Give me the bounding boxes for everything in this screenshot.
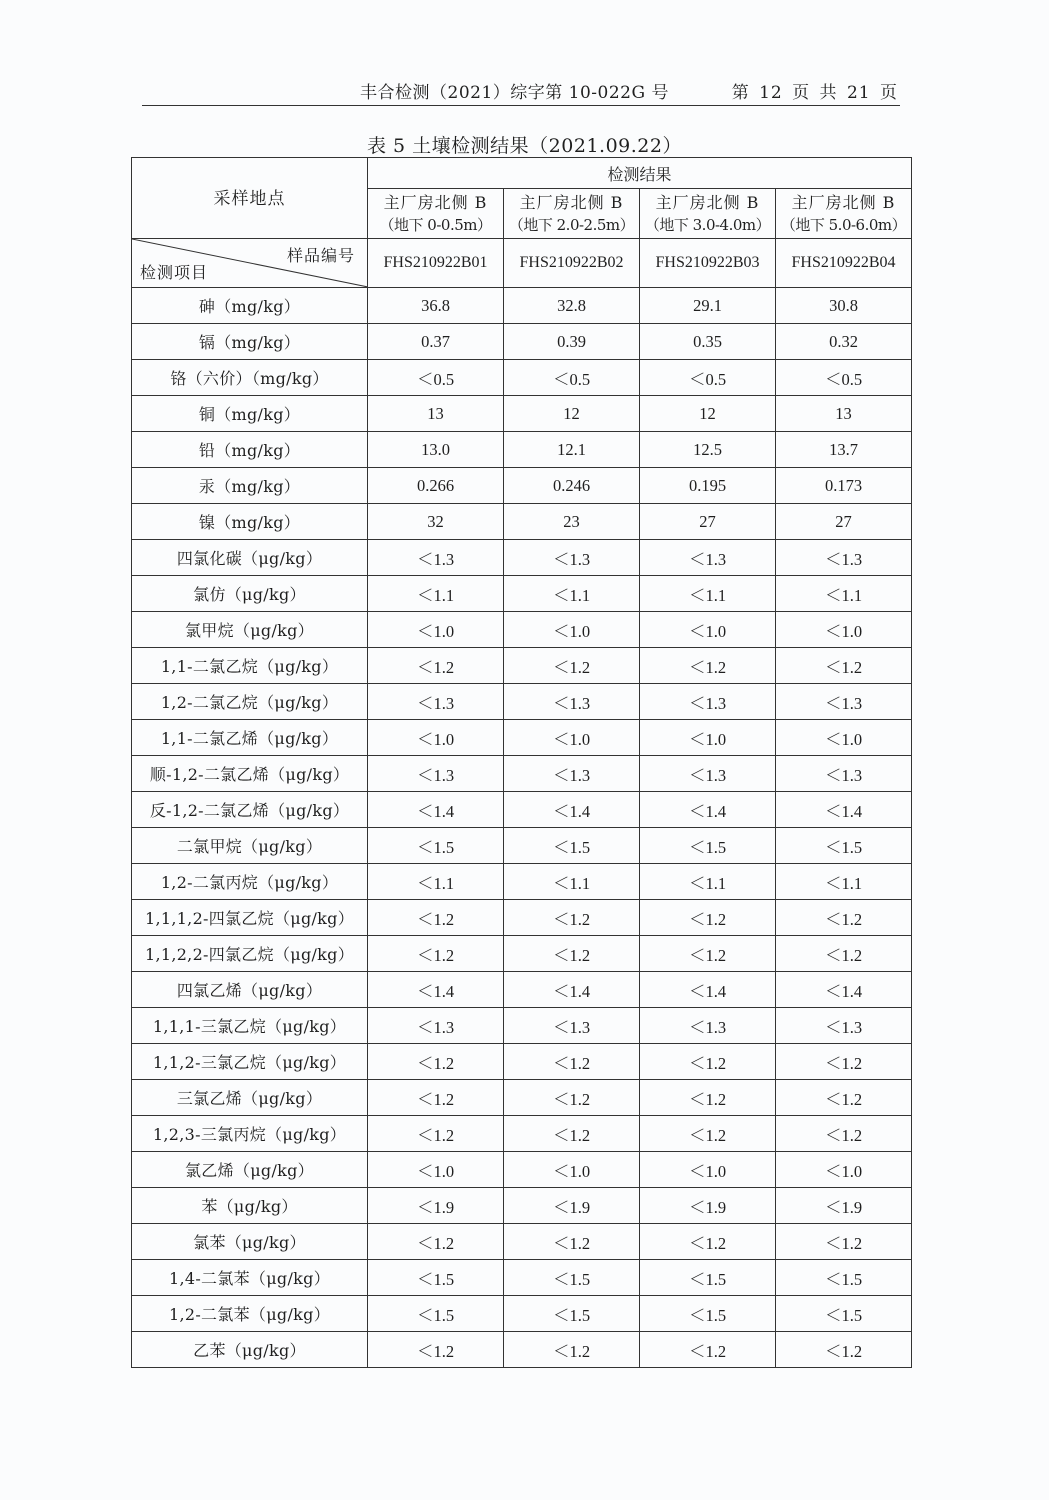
result-value: ＜1.0 [504,720,640,756]
site-label-cell [132,158,368,239]
location-name: 主厂房北侧 B [655,192,760,212]
table-row [132,576,912,612]
table-row [132,360,912,396]
result-value: ＜1.4 [640,972,776,1008]
result-value: 30.8 [776,288,912,324]
table-row [132,1116,912,1152]
result-value: ＜1.0 [368,612,504,648]
page-number: 第 12 页 共 21 页 [731,83,898,103]
result-value: ＜1.2 [368,1080,504,1116]
result-value: ＜1.3 [640,540,776,576]
result-value: ＜1.3 [368,684,504,720]
result-value: ＜1.3 [368,756,504,792]
result-value: ＜1.2 [368,1224,504,1260]
result-value: ＜1.5 [640,1260,776,1296]
result-value: 0.266 [368,468,504,504]
result-value: ＜1.9 [504,1188,640,1224]
result-value: ＜1.2 [640,936,776,972]
result-value: ＜0.5 [776,360,912,396]
test-item-name: 1,2,3-三氯丙烷（μg/kg） [132,1116,368,1152]
result-value: ＜1.2 [504,936,640,972]
test-item-name: 氯仿（μg/kg） [132,576,368,612]
result-value: ＜1.0 [640,720,776,756]
test-item-name: 顺-1,2-二氯乙烯（μg/kg） [132,756,368,792]
test-item-name: 四氯化碳（μg/kg） [132,540,368,576]
result-value: ＜1.2 [368,1332,504,1368]
result-value: ＜1.2 [776,1116,912,1152]
location-header [504,189,640,239]
test-item-name: 砷（mg/kg） [132,288,368,324]
result-value: ＜1.2 [776,1044,912,1080]
result-value: ＜1.5 [504,828,640,864]
result-value: ＜0.5 [368,360,504,396]
result-value: ＜1.3 [776,1008,912,1044]
result-value: ＜1.5 [504,1296,640,1332]
result-value: ＜1.2 [504,648,640,684]
page-header [142,78,900,106]
test-item-name: 三氯乙烯（μg/kg） [132,1080,368,1116]
result-value: ＜1.3 [368,540,504,576]
result-value: ＜1.5 [368,828,504,864]
result-value: ＜1.4 [504,792,640,828]
test-item-name: 乙苯（μg/kg） [132,1332,368,1368]
result-value: ＜1.3 [776,684,912,720]
result-value: ＜1.0 [504,612,640,648]
result-value: ＜1.5 [640,1296,776,1332]
result-value: 0.37 [368,324,504,360]
result-value: ＜1.4 [776,972,912,1008]
sample-id: FHS210922B03 [640,239,776,288]
result-value: ＜1.0 [640,1152,776,1188]
result-value: ＜1.3 [776,540,912,576]
result-value: ＜1.2 [640,1080,776,1116]
sample-id: FHS210922B04 [776,239,912,288]
result-value: 0.35 [640,324,776,360]
result-value: ＜1.3 [504,684,640,720]
result-value: ＜1.0 [776,612,912,648]
result-value: 0.195 [640,468,776,504]
result-value: 27 [776,504,912,540]
result-value: ＜1.5 [776,828,912,864]
result-value: 12 [504,396,640,432]
location-name: 主厂房北侧 B [791,192,896,212]
result-value: ＜1.2 [640,1044,776,1080]
result-value: ＜1.0 [776,1152,912,1188]
table-row [132,1260,912,1296]
result-value: ＜1.2 [504,900,640,936]
test-item-name: 镍（mg/kg） [132,504,368,540]
table-row [132,1332,912,1368]
result-value: ＜1.3 [504,756,640,792]
test-item-name: 四氯乙烯（μg/kg） [132,972,368,1008]
test-item-name: 二氯甲烷（μg/kg） [132,828,368,864]
table-row [132,900,912,936]
test-item-name: 1,2-二氯苯（μg/kg） [132,1296,368,1332]
result-value: 13 [776,396,912,432]
result-value: ＜1.3 [368,1008,504,1044]
table-row [132,612,912,648]
item-label: 检测项目 [140,263,209,282]
result-value: ＜1.2 [776,1332,912,1368]
test-item-name: 1,1,2-三氯乙烷（μg/kg） [132,1044,368,1080]
result-value: ＜1.4 [504,972,640,1008]
test-item-name: 铬（六价）（mg/kg） [132,360,368,396]
site-label: 采样地点 [213,188,286,209]
result-value: ＜1.9 [640,1188,776,1224]
result-value: ＜1.1 [776,576,912,612]
location-header [640,189,776,239]
test-item-name: 氯乙烯（μg/kg） [132,1152,368,1188]
result-value: ＜1.3 [640,684,776,720]
sample-no-label: 样品编号 [286,246,355,265]
location-header [776,189,912,239]
soil-results-table [131,157,912,1368]
location-name: 主厂房北侧 B [383,192,488,212]
sample-id: FHS210922B01 [368,239,504,288]
result-value: ＜1.1 [368,864,504,900]
test-item-name: 1,2-二氯乙烷（μg/kg） [132,684,368,720]
result-value: ＜1.3 [640,1008,776,1044]
result-value: ＜1.4 [776,792,912,828]
test-item-name: 1,4-二氯苯（μg/kg） [132,1260,368,1296]
table-row [132,288,912,324]
report-number: 丰合检测（2021）综字第 10-022G 号 [360,83,669,103]
table-row [132,1152,912,1188]
result-value: ＜1.2 [640,1224,776,1260]
result-value: ＜1.2 [776,936,912,972]
location-header [368,189,504,239]
test-item-name: 1,1,1,2-四氯乙烷（μg/kg） [132,900,368,936]
test-item-name: 氯甲烷（μg/kg） [132,612,368,648]
result-value: ＜1.3 [776,756,912,792]
result-value: ＜1.5 [368,1296,504,1332]
test-item-name: 氯苯（μg/kg） [132,1224,368,1260]
test-item-name: 苯（μg/kg） [132,1188,368,1224]
result-value: ＜1.4 [640,792,776,828]
result-value: ＜1.5 [776,1260,912,1296]
result-value: 32.8 [504,288,640,324]
result-value: ＜1.2 [640,1332,776,1368]
table-row [132,684,912,720]
result-group-header: 检测结果 [368,158,912,189]
table-row [132,648,912,684]
result-value: ＜1.2 [504,1224,640,1260]
test-item-name: 镉（mg/kg） [132,324,368,360]
result-value: ＜1.2 [504,1080,640,1116]
result-value: 32 [368,504,504,540]
result-value: 12.1 [504,432,640,468]
result-value: ＜1.5 [504,1260,640,1296]
result-value: ＜1.2 [776,1224,912,1260]
result-value: ＜1.1 [368,576,504,612]
result-value: ＜1.0 [776,720,912,756]
result-value: 0.32 [776,324,912,360]
result-value: ＜1.2 [776,900,912,936]
table-row [132,1044,912,1080]
location-depth: （地下 5.0-6.0m） [780,215,907,234]
result-value: ＜1.0 [368,720,504,756]
result-value: ＜1.3 [504,1008,640,1044]
location-depth: （地下 3.0-4.0m） [644,215,771,234]
result-value: 13.0 [368,432,504,468]
result-value: ＜1.3 [640,756,776,792]
result-value: ＜0.5 [640,360,776,396]
result-value: 12 [640,396,776,432]
test-item-name: 铜（mg/kg） [132,396,368,432]
table-row [132,432,912,468]
result-value: 29.1 [640,288,776,324]
test-item-name: 铅（mg/kg） [132,432,368,468]
table-row [132,540,912,576]
result-value: 36.8 [368,288,504,324]
table-row [132,1296,912,1332]
result-value: ＜1.1 [640,576,776,612]
result-value: ＜1.0 [368,1152,504,1188]
test-item-name: 汞（mg/kg） [132,468,368,504]
test-item-name: 1,1,1-三氯乙烷（μg/kg） [132,1008,368,1044]
result-value: ＜1.9 [776,1188,912,1224]
result-value: ＜1.2 [368,1044,504,1080]
result-value: ＜1.1 [776,864,912,900]
result-value: 13 [368,396,504,432]
result-value: ＜1.3 [504,540,640,576]
result-value: ＜1.2 [368,648,504,684]
test-item-name: 1,2-二氯丙烷（μg/kg） [132,864,368,900]
result-value: ＜0.5 [504,360,640,396]
result-value: 0.39 [504,324,640,360]
table-row [132,828,912,864]
table-row [132,1188,912,1224]
table-row [132,468,912,504]
result-value: ＜1.2 [504,1332,640,1368]
test-item-name: 反-1,2-二氯乙烯（μg/kg） [132,792,368,828]
test-item-name: 1,1-二氯乙烷（μg/kg） [132,648,368,684]
result-value: ＜1.2 [776,648,912,684]
result-value: ＜1.4 [368,792,504,828]
result-value: ＜1.2 [368,936,504,972]
location-name: 主厂房北侧 B [519,192,624,212]
result-value: ＜1.2 [640,900,776,936]
result-value: ＜1.2 [368,900,504,936]
location-depth: （地下 2.0-2.5m） [508,215,635,234]
header-row-group [132,158,912,189]
table-row [132,504,912,540]
table-row [132,756,912,792]
table-row [132,972,912,1008]
result-value: ＜1.5 [368,1260,504,1296]
result-value: ＜1.1 [504,576,640,612]
header-row-sample-ids [132,239,912,288]
table-row [132,1224,912,1260]
result-value: ＜1.1 [504,864,640,900]
result-value: ＜1.4 [368,972,504,1008]
result-value: ＜1.2 [640,1116,776,1152]
result-value: 27 [640,504,776,540]
result-value: 0.173 [776,468,912,504]
table-row [132,396,912,432]
result-value: 12.5 [640,432,776,468]
test-item-name: 1,1-二氯乙烯（μg/kg） [132,720,368,756]
table-row [132,720,912,756]
table-row [132,864,912,900]
table-row [132,1008,912,1044]
result-value: 0.246 [504,468,640,504]
table-row [132,792,912,828]
result-value: ＜1.1 [640,864,776,900]
result-value: ＜1.0 [504,1152,640,1188]
test-item-name: 1,1,2,2-四氯乙烷（μg/kg） [132,936,368,972]
result-value: ＜1.9 [368,1188,504,1224]
result-value: ＜1.2 [776,1080,912,1116]
result-value: ＜1.5 [640,828,776,864]
sample-id: FHS210922B02 [504,239,640,288]
result-value: ＜1.2 [504,1116,640,1152]
result-value: 23 [504,504,640,540]
table-row [132,1080,912,1116]
diagonal-header-cell [132,239,368,288]
result-value: ＜1.2 [640,648,776,684]
location-depth: （地下 0-0.5m） [379,215,492,234]
result-value: ＜1.2 [504,1044,640,1080]
table-row [132,936,912,972]
result-value: ＜1.5 [776,1296,912,1332]
result-value: ＜1.0 [640,612,776,648]
table-row [132,324,912,360]
result-value: ＜1.2 [368,1116,504,1152]
result-value: 13.7 [776,432,912,468]
table-title: 表 5 土壤检测结果（2021.09.22） [367,135,682,157]
